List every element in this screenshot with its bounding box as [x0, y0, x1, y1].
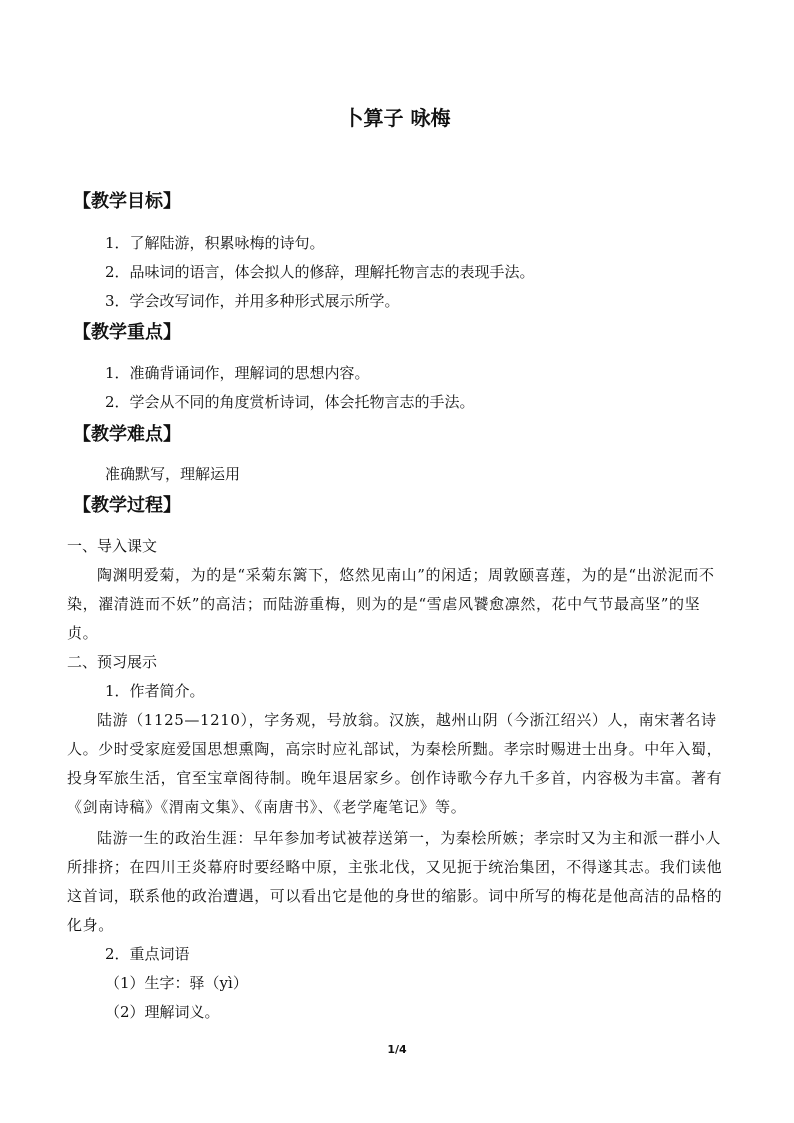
document-title: 卜算子 咏梅: [343, 106, 451, 130]
political-career-paragraph: 陆游一生的政治生涯：早年参加考试被荐送第一，为秦桧所嫉；孝宗时又为主和派一群小人所排挤；在四川王炎幕府时要经略中原，主张北伐，又见扼于统治集团，不得遂其志。我们读他这首词，联系他的政治遭遇，可以看出它是他的身世的缩影。词中所写的梅花是他高洁的品格的化身。: [67, 829, 723, 934]
key-words-heading: 2．重点词语: [105, 945, 190, 963]
key-point-item-1: 1．准确背诵词作，理解词的思想内容。: [105, 364, 370, 382]
page-number: 1/4: [387, 1043, 407, 1056]
process-part1-heading: 一、导入课文: [67, 537, 158, 555]
objective-item-2: 2．品味词的语言，体会拟人的修辞，理解托物言志的表现手法。: [105, 263, 535, 281]
intro-paragraph: 陶渊明爱菊，为的是“采菊东篱下，悠然见南山”的闲适；周敦颐喜莲，为的是“出淤泥而不染，濯清涟而不妖”的高洁；而陆游重梅，则为的是“雪虐风饕愈凛然，花中气节最高坚”的坚贞。: [67, 566, 715, 642]
difficulties-text: 准确默写，理解运用: [105, 465, 241, 483]
process-part2-heading: 二、预习展示: [67, 653, 158, 671]
section-heading-objectives: 【教学目标】: [73, 191, 181, 212]
author-intro-heading: 1．作者简介。: [105, 682, 205, 700]
vocab-item-2: （2）理解词义。: [105, 1003, 220, 1021]
objective-item-3: 3．学会改写词作，并用多种形式展示所学。: [105, 292, 400, 310]
section-heading-key-points: 【教学重点】: [73, 322, 181, 343]
author-bio-paragraph: 陆游（1125—1210），字务观，号放翁。汉族，越州山阴（今浙江绍兴）人，南宋著名诗人。少时受家庭爱国思想熏陶，高宗时应礼部试，为秦桧所黜。孝宗时赐进士出身。中年入蜀，投身军旅生活，官至宝章阁待制。晚年退居家乡。创作诗歌今存九千多首，内容极为丰富。著有《剑南诗稿》《渭南文集》、《南唐书》、《老学庵笔记》等。: [67, 711, 723, 816]
section-heading-difficulties: 【教学难点】: [73, 424, 181, 445]
section-heading-process: 【教学过程】: [73, 495, 181, 516]
key-point-item-2: 2．学会从不同的角度赏析诗词，体会托物言志的手法。: [105, 393, 475, 411]
vocab-item-1: （1）生字：驿（yì）: [105, 974, 248, 992]
objective-item-1: 1．了解陆游，积累咏梅的诗句。: [105, 234, 325, 252]
